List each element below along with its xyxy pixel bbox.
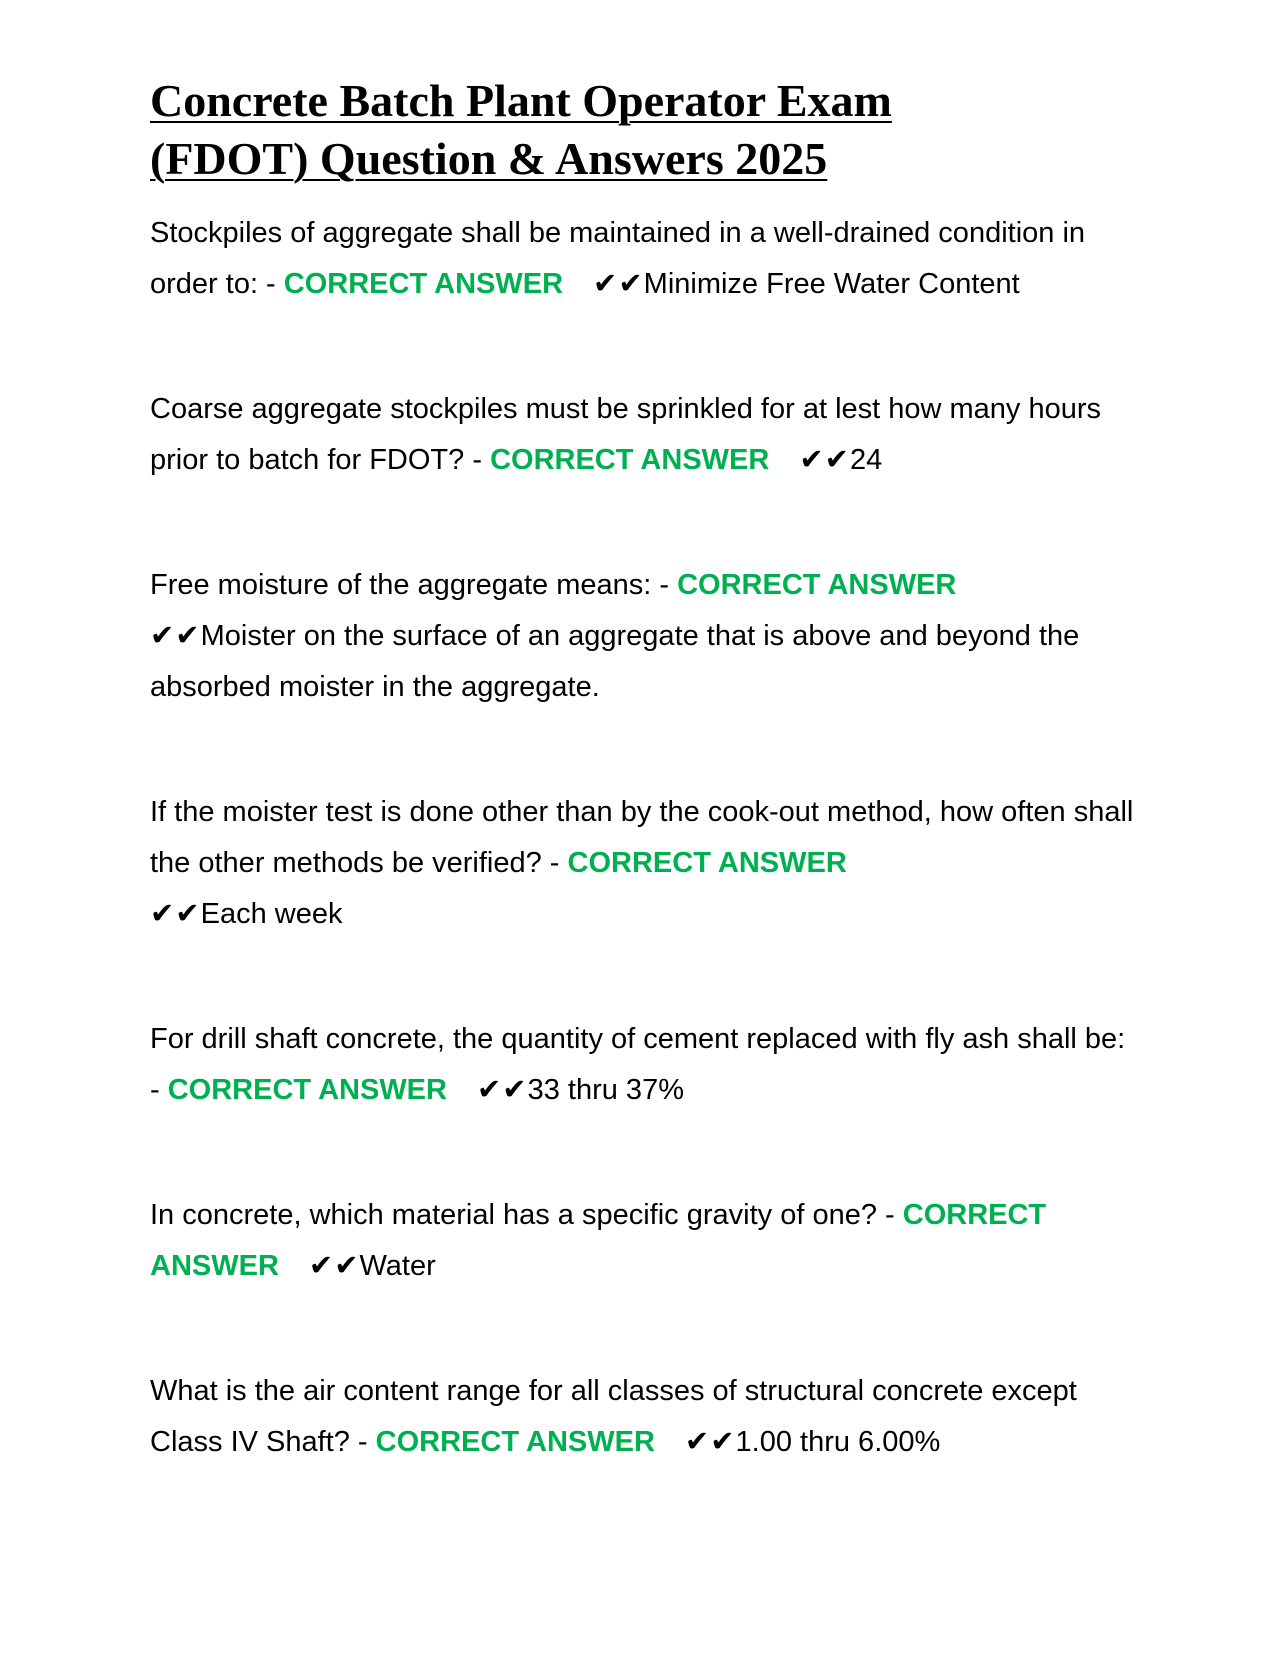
- question-text: In concrete, which material has a specific gravity of one?: [150, 1199, 877, 1231]
- double-check-icon: ✔✔: [150, 898, 201, 930]
- double-check-icon: ✔✔: [684, 1426, 736, 1458]
- separator: -: [258, 268, 284, 300]
- question-text: Stockpiles of aggregate shall be maintained in a well-drained condition in order to:: [150, 217, 1086, 300]
- correct-answer-label: CORRECT ANSWER: [567, 847, 847, 879]
- qa-item-4: [150, 787, 1140, 940]
- separator: -: [651, 569, 678, 601]
- correct-answer-label: CORRECT ANSWER: [375, 1426, 655, 1458]
- separator: -: [150, 1074, 168, 1106]
- answer-text: Water: [359, 1250, 436, 1282]
- double-check-icon: ✔✔: [799, 444, 850, 476]
- qa-item-6: [150, 1190, 1140, 1292]
- qa-item-3: [150, 560, 1140, 713]
- qa-item-7: [150, 1366, 1140, 1468]
- question-text: What is the air content range for all classes of structural concrete except Class IV Shaft?: [150, 1375, 1077, 1458]
- question-text: Free moisture of the aggregate means:: [150, 569, 652, 601]
- question-text: Coarse aggregate stockpiles must be sprinkled for at lest how many hours prior to batch for FDOT?: [150, 393, 1102, 476]
- document-page: [150, 72, 1140, 1542]
- answer-text: Each week: [200, 898, 343, 930]
- answer-text: 33 thru 37%: [527, 1074, 684, 1106]
- correct-answer-label: CORRECT ANSWER: [150, 1199, 1047, 1282]
- answer-text: 24: [849, 444, 883, 476]
- separator: -: [464, 444, 491, 476]
- qa-item-2: [150, 384, 1140, 486]
- document-title: [150, 72, 1140, 188]
- separator: -: [541, 847, 568, 879]
- double-check-icon: ✔✔: [150, 620, 201, 652]
- separator: -: [876, 1199, 903, 1231]
- answer-text: Minimize Free Water Content: [643, 268, 1020, 300]
- qa-item-5: [150, 1014, 1140, 1116]
- qa-item-1: [150, 208, 1140, 310]
- double-check-icon: ✔✔: [308, 1250, 360, 1282]
- question-text: For drill shaft concrete, the quantity of cement replaced with fly ash shall be:: [150, 1023, 1126, 1055]
- correct-answer-label: CORRECT ANSWER: [677, 569, 957, 601]
- title-line-2: (FDOT) Question & Answers 2025: [150, 133, 828, 184]
- separator: -: [349, 1426, 376, 1458]
- answer-text: Moister on the surface of an aggregate that is above and beyond the absorbed moister in the aggregate.: [150, 620, 1080, 703]
- title-line-1: Concrete Batch Plant Operator Exam: [150, 75, 892, 126]
- correct-answer-label: CORRECT ANSWER: [283, 268, 564, 300]
- double-check-icon: ✔✔: [593, 268, 644, 300]
- answer-text: 1.00 thru 6.00%: [735, 1426, 941, 1458]
- correct-answer-label: CORRECT ANSWER: [490, 444, 770, 476]
- question-text: If the moister test is done other than by the cook-out method, how often shall the other methods be verified?: [150, 796, 1134, 879]
- double-check-icon: ✔✔: [476, 1074, 528, 1106]
- correct-answer-label: CORRECT ANSWER: [167, 1074, 447, 1106]
